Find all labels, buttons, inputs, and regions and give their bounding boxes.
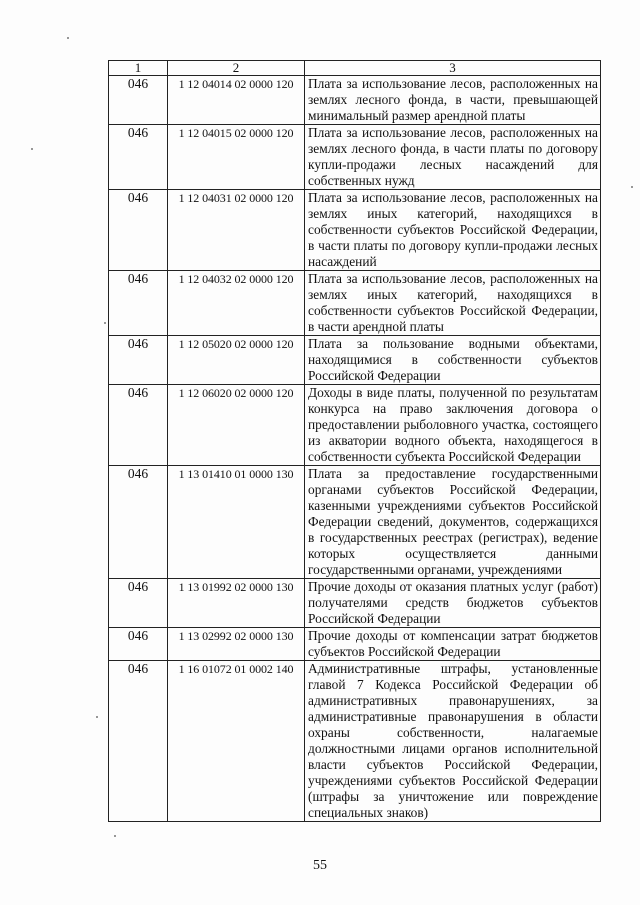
revenue-name-cell: Административные штрафы, установленные главой 7 Кодекса Российской Федерации об административных правонарушениях, за административные правонарушения в области охраны собственности, налагаемые должностными лицами органов исполнительной власти субъектов Российской Федерации, учреждениями субъектов Российской Федерации (штрафы за уничтожение или повреждение специальных знаков) — [305, 661, 601, 822]
column-header-3: 3 — [305, 61, 601, 76]
admin-code-cell: 046 — [109, 271, 168, 336]
revenue-name-cell: Плата за предоставление государственными органами субъектов Российской Федерации, казенными учреждениями субъектов Российской Федерации сведений, документов, содержащихся в государственных реестрах (регистрах), ведение которых осуществляется данными государственными органами, учреждениями — [305, 466, 601, 579]
table-row — [109, 336, 601, 385]
revenue-name-cell: Прочие доходы от компенсации затрат бюджетов субъектов Российской Федерации — [305, 628, 601, 661]
admin-code-cell: 046 — [109, 466, 168, 579]
revenue-code-cell: 1 13 01410 01 0000 130 — [168, 466, 305, 579]
table-row — [109, 190, 601, 271]
scan-speck — [67, 37, 69, 39]
table-header-row — [109, 61, 601, 76]
scan-speck — [631, 186, 633, 188]
revenue-name-cell: Плата за пользование водными объектами, находящимися в собственности субъектов Российской Федерации — [305, 336, 601, 385]
scan-speck — [104, 322, 106, 324]
table-row — [109, 125, 601, 190]
admin-code-cell: 046 — [109, 76, 168, 125]
revenue-code-cell: 1 13 01992 02 0000 130 — [168, 579, 305, 628]
revenue-name-cell: Плата за использование лесов, расположенных на землях иных категорий, находящихся в собственности субъектов Российской Федерации, в части арендной платы — [305, 271, 601, 336]
revenue-code-cell: 1 13 02992 02 0000 130 — [168, 628, 305, 661]
table-row — [109, 271, 601, 336]
revenue-code-cell: 1 16 01072 01 0002 140 — [168, 661, 305, 822]
revenue-code-cell: 1 12 04014 02 0000 120 — [168, 76, 305, 125]
admin-code-cell: 046 — [109, 336, 168, 385]
table-row — [109, 76, 601, 125]
admin-code-cell: 046 — [109, 385, 168, 466]
column-header-2: 2 — [168, 61, 305, 76]
revenue-code-cell: 1 12 04031 02 0000 120 — [168, 190, 305, 271]
admin-code-cell: 046 — [109, 190, 168, 271]
admin-code-cell: 046 — [109, 579, 168, 628]
revenue-code-cell: 1 12 04032 02 0000 120 — [168, 271, 305, 336]
revenue-name-cell: Доходы в виде платы, полученной по результатам конкурса на право заключения договора о предоставлении рыболовного участка, состоящего из акватории водного объекта, находящегося в собственности субъекта Российской Федерации — [305, 385, 601, 466]
table-row — [109, 385, 601, 466]
table-row — [109, 466, 601, 579]
table-row — [109, 661, 601, 822]
page-number: 55 — [313, 858, 327, 873]
table-row — [109, 628, 601, 661]
revenue-name-cell: Прочие доходы от оказания платных услуг (работ) получателями средств бюджетов субъектов Российской Федерации — [305, 579, 601, 628]
revenue-name-cell: Плата за использование лесов, расположенных на землях лесного фонда, в части платы по договору купли-продажи лесных насаждений для собственных нужд — [305, 125, 601, 190]
scan-speck — [96, 716, 98, 718]
revenue-code-cell: 1 12 04015 02 0000 120 — [168, 125, 305, 190]
scan-speck — [31, 148, 33, 150]
revenue-code-cell: 1 12 05020 02 0000 120 — [168, 336, 305, 385]
column-header-1: 1 — [109, 61, 168, 76]
revenue-codes-table — [108, 60, 601, 822]
revenue-name-cell: Плата за использование лесов, расположенных на землях иных категорий, находящихся в собственности субъектов Российской Федерации, в части платы по договору купли-продажи лесных насаждений — [305, 190, 601, 271]
revenue-name-cell: Плата за использование лесов, расположенных на землях лесного фонда, в части, превышающей минимальный размер арендной платы — [305, 76, 601, 125]
admin-code-cell: 046 — [109, 125, 168, 190]
admin-code-cell: 046 — [109, 661, 168, 822]
scan-speck — [114, 835, 116, 837]
table-row — [109, 579, 601, 628]
admin-code-cell: 046 — [109, 628, 168, 661]
revenue-code-cell: 1 12 06020 02 0000 120 — [168, 385, 305, 466]
